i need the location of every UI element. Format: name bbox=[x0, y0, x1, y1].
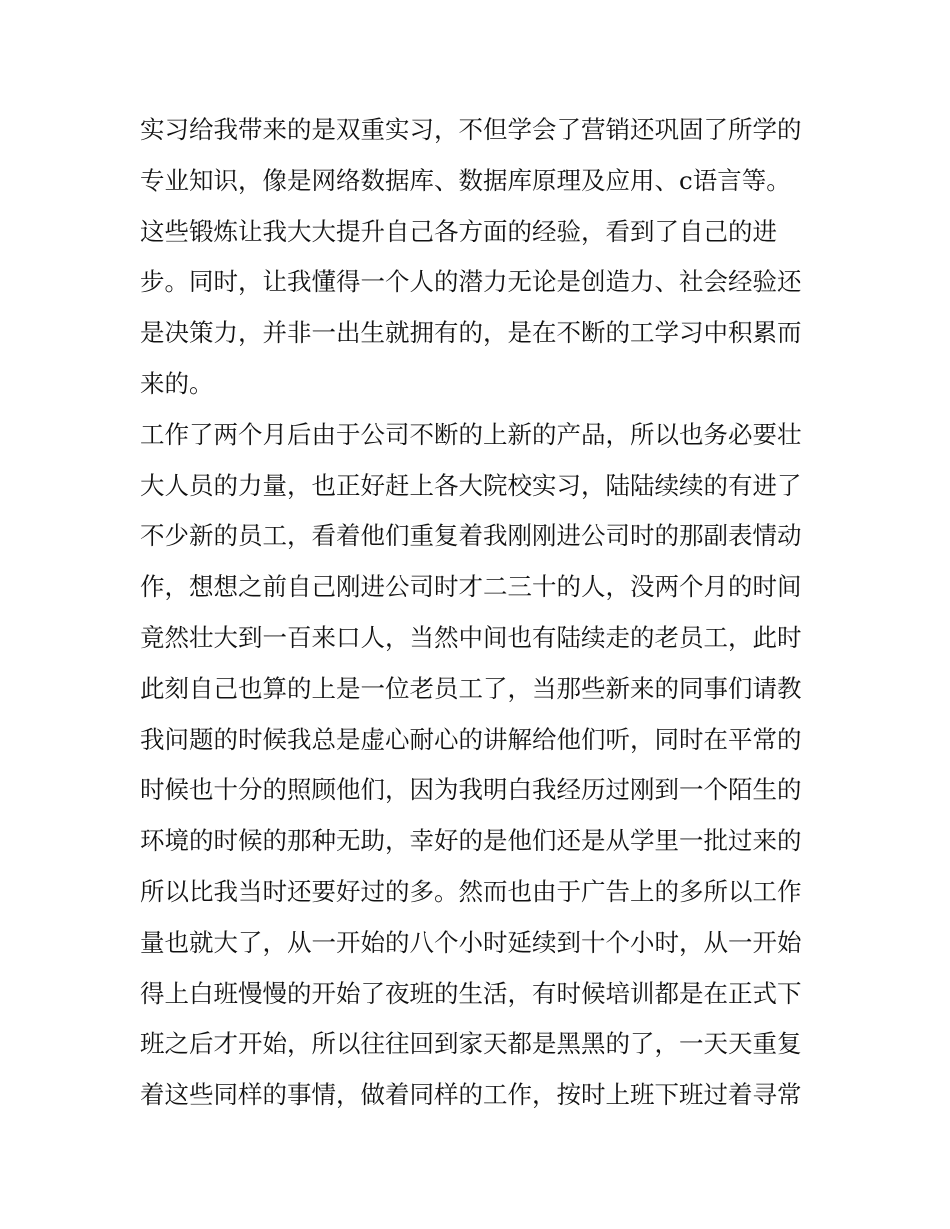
text-line: 着这些同样的事情，做着同样的工作，按时上班下班过着寻常 bbox=[140, 1080, 802, 1110]
text-line: 是决策力，并非一出生就拥有的，是在不断的工学习中积累而 bbox=[140, 318, 802, 348]
text-line: 时候也十分的照顾他们，因为我明白我经历过刚到一个陌生的 bbox=[140, 775, 802, 805]
text-line: 我问题的时候我总是虚心耐心的讲解给他们听，同时在平常的 bbox=[140, 724, 802, 754]
text-line: 此刻自己也算的上是一位老员工了，当那些新来的同事们请教 bbox=[140, 673, 802, 703]
text-line: 环境的时候的那种无助，幸好的是他们还是从学里一批过来的 bbox=[140, 826, 802, 856]
text-line: 所以比我当时还要好过的多。然而也由于广告上的多所以工作 bbox=[140, 876, 802, 906]
text-line: 不少新的员工，看着他们重复着我刚刚进公司时的那副表情动 bbox=[140, 521, 802, 551]
text-line: 这些锻炼让我大大提升自己各方面的经验，看到了自己的进 bbox=[140, 216, 777, 246]
text-line: 来的。 bbox=[140, 368, 214, 398]
text-line: 班之后才开始，所以往往回到家天都是黑黑的了，一天天重复 bbox=[140, 1029, 802, 1059]
text-line: 实习给我带来的是双重实习，不但学会了营销还巩固了所学的 bbox=[140, 115, 802, 144]
text-line: 量也就大了，从一开始的八个小时延续到十个小时，从一开始 bbox=[140, 927, 802, 957]
text-line: 得上白班慢慢的开始了夜班的生活，有时候培训都是在正式下 bbox=[140, 978, 802, 1008]
text-line: 专业知识，像是网络数据库、数据库原理及应用、c语言等。 bbox=[140, 165, 791, 195]
text-line: 竟然壮大到一百来口人，当然中间也有陆续走的老员工，此时 bbox=[140, 622, 802, 652]
text-line: 作，想想之前自己刚进公司时才二三十的人，没两个月的时间 bbox=[140, 572, 802, 602]
text-line: 大人员的力量，也正好赶上各大院校实习，陆陆续续的有进了 bbox=[140, 470, 802, 500]
text-line: 步。同时，让我懂得一个人的潜力无论是创造力、社会经验还 bbox=[140, 267, 802, 297]
text-line: 工作了两个月后由于公司不断的上新的产品，所以也务必要壮 bbox=[140, 419, 802, 449]
document-body bbox=[140, 105, 820, 1121]
